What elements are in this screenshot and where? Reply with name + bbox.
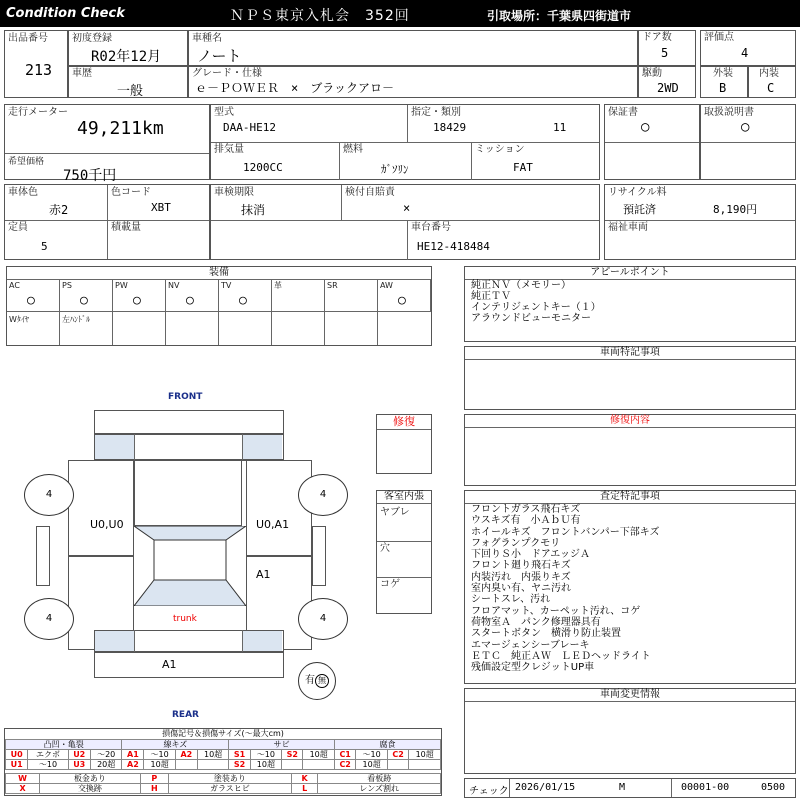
equipment-value: ○ — [133, 293, 141, 308]
rear-bumper — [94, 652, 284, 678]
inspector-note-line: ＥＴＣ 純正ＡＷ ＬＥＤヘッドライト — [471, 650, 651, 662]
equipment-cell — [325, 279, 378, 311]
recycle-status: 預託済 — [623, 203, 656, 216]
interior-grade: C — [767, 81, 775, 95]
legend-code: L — [291, 784, 318, 794]
equipment-value: ○ — [80, 293, 88, 308]
legend-code: H — [140, 784, 168, 794]
inspector-note-line: 内装汚れ 内張りキズ — [471, 571, 571, 583]
legend-text: 10超 — [250, 760, 282, 770]
equipment-value: ○ — [398, 293, 406, 308]
repair-detail-box: 修復内容 — [464, 414, 796, 486]
legend-text: ～10 — [144, 750, 176, 760]
equipment-value: ○ — [239, 293, 247, 308]
legend-text: 看板跡 — [318, 774, 441, 784]
legend-code: C2 — [387, 750, 408, 760]
mileage: 49,211km — [77, 118, 164, 139]
legend-text: ガラスヒビ — [168, 784, 291, 794]
header-bar — [0, 0, 800, 27]
interior-condition-box: 客室内張 ヤブレ 穴 コゲ — [376, 490, 432, 614]
legend-code: U0 — [6, 750, 28, 760]
spec-class: 11 — [553, 121, 567, 134]
chassis-number: HE12-418484 — [417, 240, 490, 253]
legend-code: W — [6, 774, 40, 784]
inspector-note-line: フロント廻り飛石キズ — [471, 560, 571, 572]
inspector-note-line: 荷物室Ａ パンク修理器具有 — [471, 616, 601, 628]
vehicle-special-notes-box: 車両特記事項 — [464, 346, 796, 410]
equipment-cell — [166, 279, 219, 311]
legend-text — [409, 760, 441, 770]
legend-text: ～10 — [28, 760, 68, 770]
capacity: 5 — [41, 240, 48, 253]
appeal-line: 純正ＮＶ（メモリー） — [471, 280, 571, 291]
inspector-note-line: ウスキズ有 小ＡｂＵ有 — [471, 515, 581, 527]
equipment-cell-2 — [325, 312, 378, 345]
equipment-cell-2 — [272, 312, 325, 345]
spare-tire: 有 無 — [298, 662, 336, 700]
manual: ○ — [741, 119, 750, 135]
legend-code — [282, 760, 303, 770]
equipment-label-2: Wﾀｲﾔ — [9, 315, 29, 324]
inspector-note-line: フロアマット、カーペット汚れ、コゲ — [471, 605, 641, 617]
right-door-damage: U0,A1 — [256, 518, 290, 531]
equipment-label: PW — [115, 281, 128, 290]
tire-rear-left: 4 — [24, 598, 74, 640]
score-cell: 評価点 4 — [700, 30, 796, 66]
lot-number-cell: 出品番号 213 — [4, 30, 68, 98]
rear-damage: A1 — [162, 658, 177, 671]
inspector-note-line: ホイールキズ フロントバンパー下部キズ — [471, 526, 660, 538]
warranty: ○ — [641, 119, 650, 135]
score: 4 — [741, 46, 749, 60]
spare-none-icon: 無 — [315, 674, 329, 688]
equipment-cell-2 — [60, 312, 113, 345]
check-number: 00001-00 — [681, 782, 730, 793]
repair-box: 修復 — [376, 414, 432, 474]
color-capacity-cell: 車体色 赤2 色コード XBT 定員 5 積載量 — [4, 184, 210, 260]
inspector-note-line: スタートボタン 横滑り防止装置 — [471, 628, 621, 640]
model-cell: 型式 DAA-HE12 指定・類別 18429 11 排気量 1200CC 燃料 ｶﾞｿﾘﾝ ミッション FAT — [210, 104, 600, 180]
legend-table-2 — [5, 773, 441, 794]
inspector-note-line: エマージェンシーブレーキ — [471, 639, 590, 651]
equipment-cell-2 — [113, 312, 166, 345]
warranty-cell: 保証書 ○ — [604, 104, 700, 180]
model: DAA-HE12 — [223, 121, 276, 134]
legend-text: ～10 — [250, 750, 282, 760]
damage-legend: 損傷記号＆損傷サイズ(～最大cm) 凸凹・亀裂 線キズ サビ 腐食 U0 エクボ U2 ～20 A1 ～10 A2 10超 S1 ～10 S2 10超 C1 ～10 C2 10超 U1 ～10 U3 20超 A2 10超 S2 10超 C2 10超 W 板金あり P 塗装あり K 看板跡 X 交換跡 H ガラスヒビ L レンズ割れ — [4, 728, 442, 796]
legend-code: A2 — [175, 750, 197, 760]
legend-text: 10超 — [197, 750, 229, 760]
hood — [134, 460, 242, 526]
equipment-cell — [60, 279, 113, 311]
right-mirror — [312, 526, 326, 586]
lot-number: 213 — [25, 61, 53, 79]
legend-group: サビ — [229, 740, 335, 750]
left-mirror — [36, 526, 50, 586]
doors-cell: ドア数 5 — [638, 30, 696, 66]
legend-text: 塗装あり — [168, 774, 291, 784]
check-code: M — [619, 782, 626, 793]
left-front-panel — [68, 460, 134, 556]
legend-text: ～20 — [90, 750, 122, 760]
front-bumper — [94, 410, 284, 434]
brand-title: Condition Check — [6, 6, 125, 21]
car-diagram — [20, 390, 360, 720]
doors: 5 — [661, 46, 669, 60]
grade-cell: グレード・仕様 ｅ－ＰＯＷＥＲ × ブラックアロ－ — [188, 66, 638, 98]
legend-code: U1 — [6, 760, 28, 770]
equipment-cell — [219, 279, 272, 311]
equipment-label: SR — [327, 281, 338, 290]
inspector-note-line: フロントガラス飛石キズ — [471, 504, 581, 515]
equipment-cell-2 — [7, 312, 60, 345]
mileage-price-cell: 走行メーター 49,211km 希望価格 750千円 — [4, 104, 210, 180]
inspector-note-line: フォグランプクモリ — [471, 537, 561, 549]
right-rear-damage: A1 — [256, 568, 271, 581]
pickup-location: 引取場所：千葉県四街道市 — [487, 9, 632, 23]
legend-text: 10超 — [144, 760, 176, 770]
appeal-line: 純正ＴＶ — [471, 291, 511, 302]
legend-code: A2 — [122, 760, 144, 770]
vehicle-change-info-box: 車両変更情報 — [464, 688, 796, 774]
equipment-cell — [378, 279, 431, 311]
history-cell: 車歴 一般 — [68, 66, 188, 98]
equipment-cell — [113, 279, 166, 311]
history: 一般 — [117, 84, 144, 99]
appeal-line: インテリジェントキー（１） — [471, 302, 601, 313]
equipment-cell — [7, 279, 60, 311]
inspector-note-line: シートスレ、汚れ — [471, 594, 551, 606]
drive: 2WD — [657, 81, 679, 95]
check-date: 2026/01/15 — [515, 782, 576, 793]
legend-text — [197, 760, 229, 770]
equipment-label: NV — [168, 281, 180, 290]
legend-code: C1 — [334, 750, 355, 760]
legend-text: 10超 — [303, 750, 335, 760]
color-code: XBT — [151, 201, 171, 214]
legend-text — [303, 760, 335, 770]
equipment-value: ○ — [186, 293, 194, 308]
equipment-label: TV — [221, 281, 232, 290]
inspector-note-line: 下回りＳ小 ドアエッジＡ — [471, 549, 590, 561]
equipment-label: AW — [380, 281, 393, 290]
legend-code: S2 — [229, 760, 250, 770]
legend-text: 10超 — [356, 760, 388, 770]
equipment-table: 装備 AC ○ PS ○ PW ○ NV ○ TV ○ 革 SR AW ○ Wﾀｲﾔ 左ﾊﾝﾄﾞﾙ — [6, 266, 432, 346]
rear-label: REAR — [172, 710, 199, 720]
price: 750千円 — [63, 168, 117, 184]
legend-code: S2 — [282, 750, 303, 760]
fuel: ｶﾞｿﾘﾝ — [381, 163, 409, 176]
legend-code: U2 — [68, 750, 90, 760]
legend-text: レンズ割れ — [318, 784, 441, 794]
legend-code: U3 — [68, 760, 90, 770]
legend-code: K — [291, 774, 318, 784]
cabin-roof — [134, 526, 246, 606]
trunk-label: trunk — [173, 614, 197, 624]
equipment-cell — [272, 279, 325, 311]
appeal-points-box: アピールポイント 純正ＮＶ（メモリー） 純正ＴＶ インテリジェントキー（１） アラウンドビューモニター — [464, 266, 796, 342]
inspector-notes-box: 査定特記事項 フロントガラス飛石キズ ウスキズ有 小ＡｂＵ有 ホイールキズ フロントバンパー下部キズ フォグランプクモリ 下回りＳ小 ドアエッジＡ フロント廻り飛石キズ 内装汚れ 内張りキズ 室内臭い有、ヤニ汚れ シートスレ、汚れ フロアマット、カーペット汚れ、コゲ 荷物室Ａ パンク修理器具有 スタートボタン 横滑り防止装置 エマージェンシーブレーキ ＥＴＣ 純正ＡＷ ＬＥＤヘッドライト 残価設定型クレジットUP車 — [464, 490, 796, 684]
equipment-cell-2 — [166, 312, 219, 345]
check-extra: 0500 — [761, 782, 786, 793]
equipment-cell-2 — [219, 312, 272, 345]
legend-code: C2 — [334, 760, 355, 770]
equipment-label: AC — [9, 281, 20, 290]
interior-cell: 内装 C — [748, 66, 796, 98]
legend-group: 線キズ — [122, 740, 229, 750]
exterior-cell: 外装 B — [700, 66, 748, 98]
tire-rear-right: 4 — [298, 598, 348, 640]
legend-code: X — [6, 784, 40, 794]
legend-text: 10超 — [409, 750, 441, 760]
right-front-panel — [246, 460, 312, 556]
equipment-value: ○ — [27, 293, 35, 308]
inspection-cell: 車検期限 抹消 検付自賠責 × 車台番号 HE12-418484 — [210, 184, 600, 260]
body-color: 赤2 — [49, 203, 69, 217]
first-registration: R02年12月 — [91, 49, 162, 65]
left-door-damage: U0,U0 — [90, 518, 124, 531]
legend-code: A1 — [122, 750, 144, 760]
grade: ｅ－ＰＯＷＥＲ × ブラックアロ－ — [195, 81, 394, 95]
mission: FAT — [513, 161, 533, 174]
recycle-amount: 8,190円 — [713, 203, 758, 216]
legend-group: 腐食 — [334, 740, 440, 750]
legend-code — [175, 760, 197, 770]
first-reg-cell: 初度登録 R02年12月 — [68, 30, 188, 66]
equipment-label: PS — [62, 281, 72, 290]
inspector-note-line: 室内臭い有、ヤニ汚れ — [471, 583, 571, 595]
equipment-label: 革 — [274, 281, 282, 290]
legend-text: エクボ — [28, 750, 68, 760]
car-name-cell: 車種名 ノート — [188, 30, 638, 66]
inspector-note-line: 残価設定型クレジットUP車 — [471, 662, 595, 674]
legend-code: P — [140, 774, 168, 784]
recycle-cell: リサイクル料 預託済 8,190円 福祉車両 — [604, 184, 796, 260]
equipment-label-2: 左ﾊﾝﾄﾞﾙ — [62, 315, 90, 324]
legend-group: 凸凹・亀裂 — [6, 740, 122, 750]
legend-text: ～10 — [356, 750, 388, 760]
legend-text: 交換跡 — [40, 784, 141, 794]
legend-text: 板金あり — [40, 774, 141, 784]
auction-title: ＮＰＳ東京入札会 352回 — [230, 8, 410, 24]
front-label: FRONT — [168, 392, 203, 402]
tire-front-right: 4 — [298, 474, 348, 516]
check-footer: チェック 2026/01/15 M 00001-00 0500 — [464, 778, 796, 798]
tire-front-left: 4 — [24, 474, 74, 516]
spec-designation: 18429 — [433, 121, 467, 134]
exterior-grade: B — [719, 81, 727, 95]
car-name: ノート — [197, 47, 242, 65]
legend-table — [5, 739, 441, 770]
legend-code — [387, 760, 408, 770]
liability-insurance: × — [403, 201, 411, 215]
manual-cell: 取扱説明書 ○ — [700, 104, 796, 180]
legend-text: 20超 — [90, 760, 122, 770]
displacement: 1200CC — [243, 161, 283, 174]
legend-code: S1 — [229, 750, 250, 760]
drive-cell: 駆動 2WD — [638, 66, 696, 98]
inspection-expiry: 抹消 — [241, 203, 266, 217]
appeal-line: アラウンドビューモニター — [471, 313, 591, 324]
